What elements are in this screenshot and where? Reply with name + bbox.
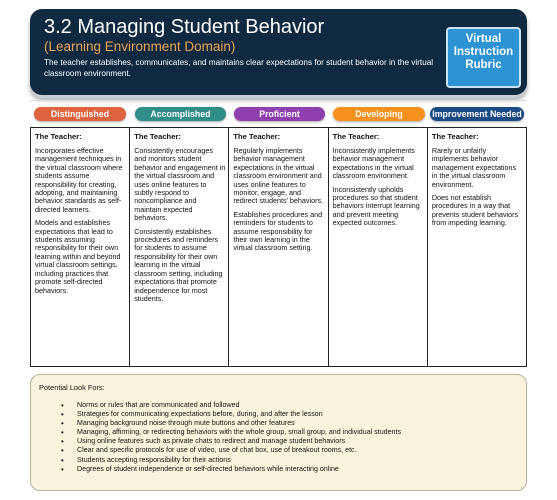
column-heading: The Teacher: xyxy=(35,132,82,141)
badge-line-3: Rubric xyxy=(465,59,502,71)
descriptor-text: Establishes procedures and reminders for students to assume responsibility for their own learning in the virtual classroom setting. xyxy=(233,209,323,253)
descriptor-text: Regularly implements behavior management expectations in the virtual classroom environment and uses online features to monitor, engage, and redirect students' behaviors. xyxy=(233,146,324,206)
list-item: • Managing, affirming, or redirecting behaviors with the whole group, small group, and individual students xyxy=(61,428,518,437)
rubric-column-distinguished xyxy=(31,128,130,366)
look-fors-box xyxy=(30,374,527,491)
descriptor-text: Inconsistently upholds procedures so that student behaviors interrupt learning and prevent meeting expected outcomes. xyxy=(332,184,420,228)
badge-line-2: Instruction xyxy=(453,46,514,58)
list-item: • Using online features such as private chats to redirect and manage student behaviors xyxy=(61,437,518,446)
look-fors-list xyxy=(61,401,518,474)
domain-subtitle: (Learning Environment Domain) xyxy=(44,39,236,54)
level-pill-accomplished: Accomplished xyxy=(135,107,226,121)
descriptor-text: Models and establishes expectations that lead to students assuming responsibility for their own learning within and beyond virtual classroom settings, including practices that promote self-directed behaviors. xyxy=(35,218,121,295)
rubric-column-developing xyxy=(329,128,428,366)
rubric-header xyxy=(30,9,527,95)
level-pill-distinguished: Distinguished xyxy=(34,107,126,121)
rubric-column-proficient xyxy=(229,128,328,366)
column-heading: The Teacher: xyxy=(332,132,380,141)
virtual-instruction-rubric-badge xyxy=(446,27,521,88)
list-item: • Students accepting responsibility for their actions xyxy=(61,456,518,465)
descriptor-text: Does not establish procedures in a way that prevents student behaviors from impeding learning. xyxy=(431,193,519,228)
column-heading: The Teacher: xyxy=(431,132,479,141)
list-item: • Clear and specific protocols for use of video, use of chat box, use of breakout rooms, etc. xyxy=(61,446,518,455)
page-title: 3.2 Managing Student Behavior xyxy=(44,16,325,38)
standard-description: The teacher establishes, communicates, and maintains clear expectations for student behavior in the virtual classroom environment. xyxy=(44,58,434,78)
descriptor-text: Rarely or unfairly implements behavior management expectations in the virtual classroom environment. xyxy=(431,146,517,189)
descriptor-text: Inconsistently implements behavior management expectations in the virtual classroom environment. xyxy=(332,146,415,181)
level-pill-developing: Developing xyxy=(333,107,425,121)
descriptor-text: Incorporates effective management techniques in the virtual classroom where students assume responsibility for creating, adopting, and maintaining behavior standards as self-directed learners. xyxy=(35,146,123,214)
rubric-column-improvement-needed xyxy=(428,128,526,366)
list-item: • Strategies for communicating expectations before, during, and after the lesson xyxy=(61,410,518,419)
rubric-column-accomplished xyxy=(130,128,229,366)
list-item: • Degrees of student independence or self-directed behaviors while interacting online xyxy=(61,465,518,474)
list-item: • Managing background noise through mute buttons and other features xyxy=(61,419,518,428)
list-item: • Norms or rules that are communicated and followed xyxy=(61,401,518,410)
header-divider xyxy=(30,100,527,101)
level-pill-proficient: Proficient xyxy=(234,107,325,121)
descriptor-text: Consistently establishes procedures and reminders for students to assume responsibility for their own learning in the virtual classroom setting, including expectations that promote independence for most students. xyxy=(134,226,223,303)
level-pill-improvement-needed: Improvement Needed xyxy=(430,107,524,121)
look-fors-title: Potential Look Fors: xyxy=(39,383,105,392)
badge-line-1: Virtual xyxy=(465,33,502,45)
descriptor-text: Consistently encourages and monitors student behavior and engagement in the virtual classroom and uses online features to subtly respond to noncompliance and maintain expected behaviors. xyxy=(134,146,226,223)
rubric-table xyxy=(30,127,527,367)
column-heading: The Teacher: xyxy=(134,132,181,141)
column-heading: The Teacher: xyxy=(233,132,281,141)
